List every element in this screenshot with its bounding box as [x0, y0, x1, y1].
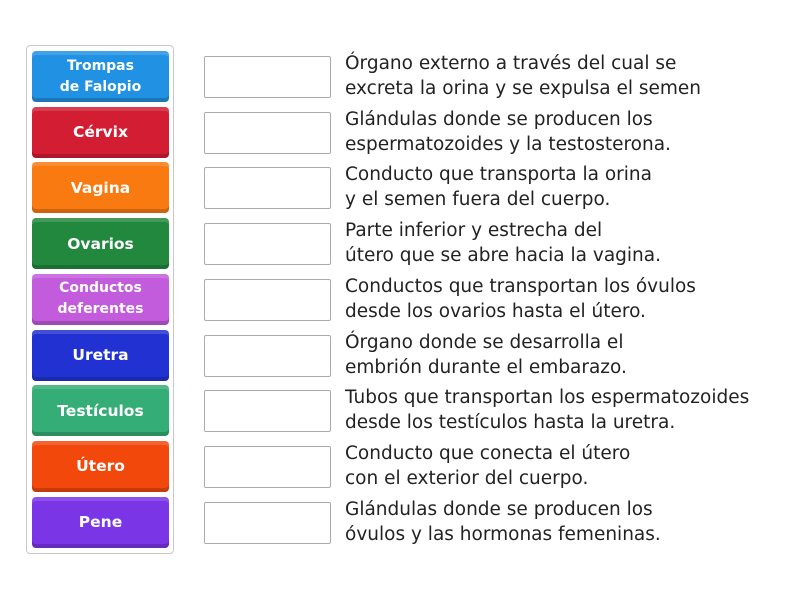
- drop-target-box[interactable]: [204, 279, 331, 321]
- description-text: Parte inferior y estrecha del útero que se abre hacia la vagina.: [345, 220, 661, 267]
- description-text: Glándulas donde se producen los óvulos y las hormonas femeninas.: [345, 498, 661, 545]
- draggable-tile[interactable]: Pene: [32, 497, 169, 548]
- draggable-tile[interactable]: Uretra: [32, 330, 169, 381]
- draggable-tile[interactable]: Trompas de Falopio: [32, 51, 169, 102]
- drop-target-box[interactable]: [204, 502, 331, 544]
- description-text: Conducto que transporta la orina y el semen fuera del cuerpo.: [345, 164, 652, 211]
- draggable-tile[interactable]: Testículos: [32, 385, 169, 436]
- description-text: Conducto que conecta el útero con el exterior del cuerpo.: [345, 442, 631, 489]
- drop-target-box[interactable]: [204, 335, 331, 377]
- drop-target-box[interactable]: [204, 112, 331, 154]
- drop-target-box[interactable]: [204, 390, 331, 432]
- description-text: Glándulas donde se producen los espermatozoides y la testosterona.: [345, 108, 671, 155]
- draggable-tile[interactable]: Cérvix: [32, 107, 169, 158]
- drop-target-box[interactable]: [204, 446, 331, 488]
- draggable-tile[interactable]: Conductos deferentes: [32, 274, 169, 325]
- drop-target-box[interactable]: [204, 56, 331, 98]
- draggable-tile[interactable]: Útero: [32, 441, 169, 492]
- drop-target-box[interactable]: [204, 223, 331, 265]
- draggable-tile[interactable]: Ovarios: [32, 218, 169, 269]
- description-text: Órgano externo a través del cual se excreta la orina y se expulsa el semen: [345, 53, 702, 99]
- description-text: Tubos que transportan los espermatozoides desde los testículos hasta la uretra.: [345, 387, 750, 434]
- drop-target-box[interactable]: [204, 167, 331, 209]
- description-text: Conductos que transportan los óvulos desde los ovarios hasta el útero.: [345, 275, 696, 322]
- description-text: Órgano donde se desarrolla el embrión durante el embarazo.: [345, 331, 627, 378]
- draggable-tile[interactable]: Vagina: [32, 162, 169, 213]
